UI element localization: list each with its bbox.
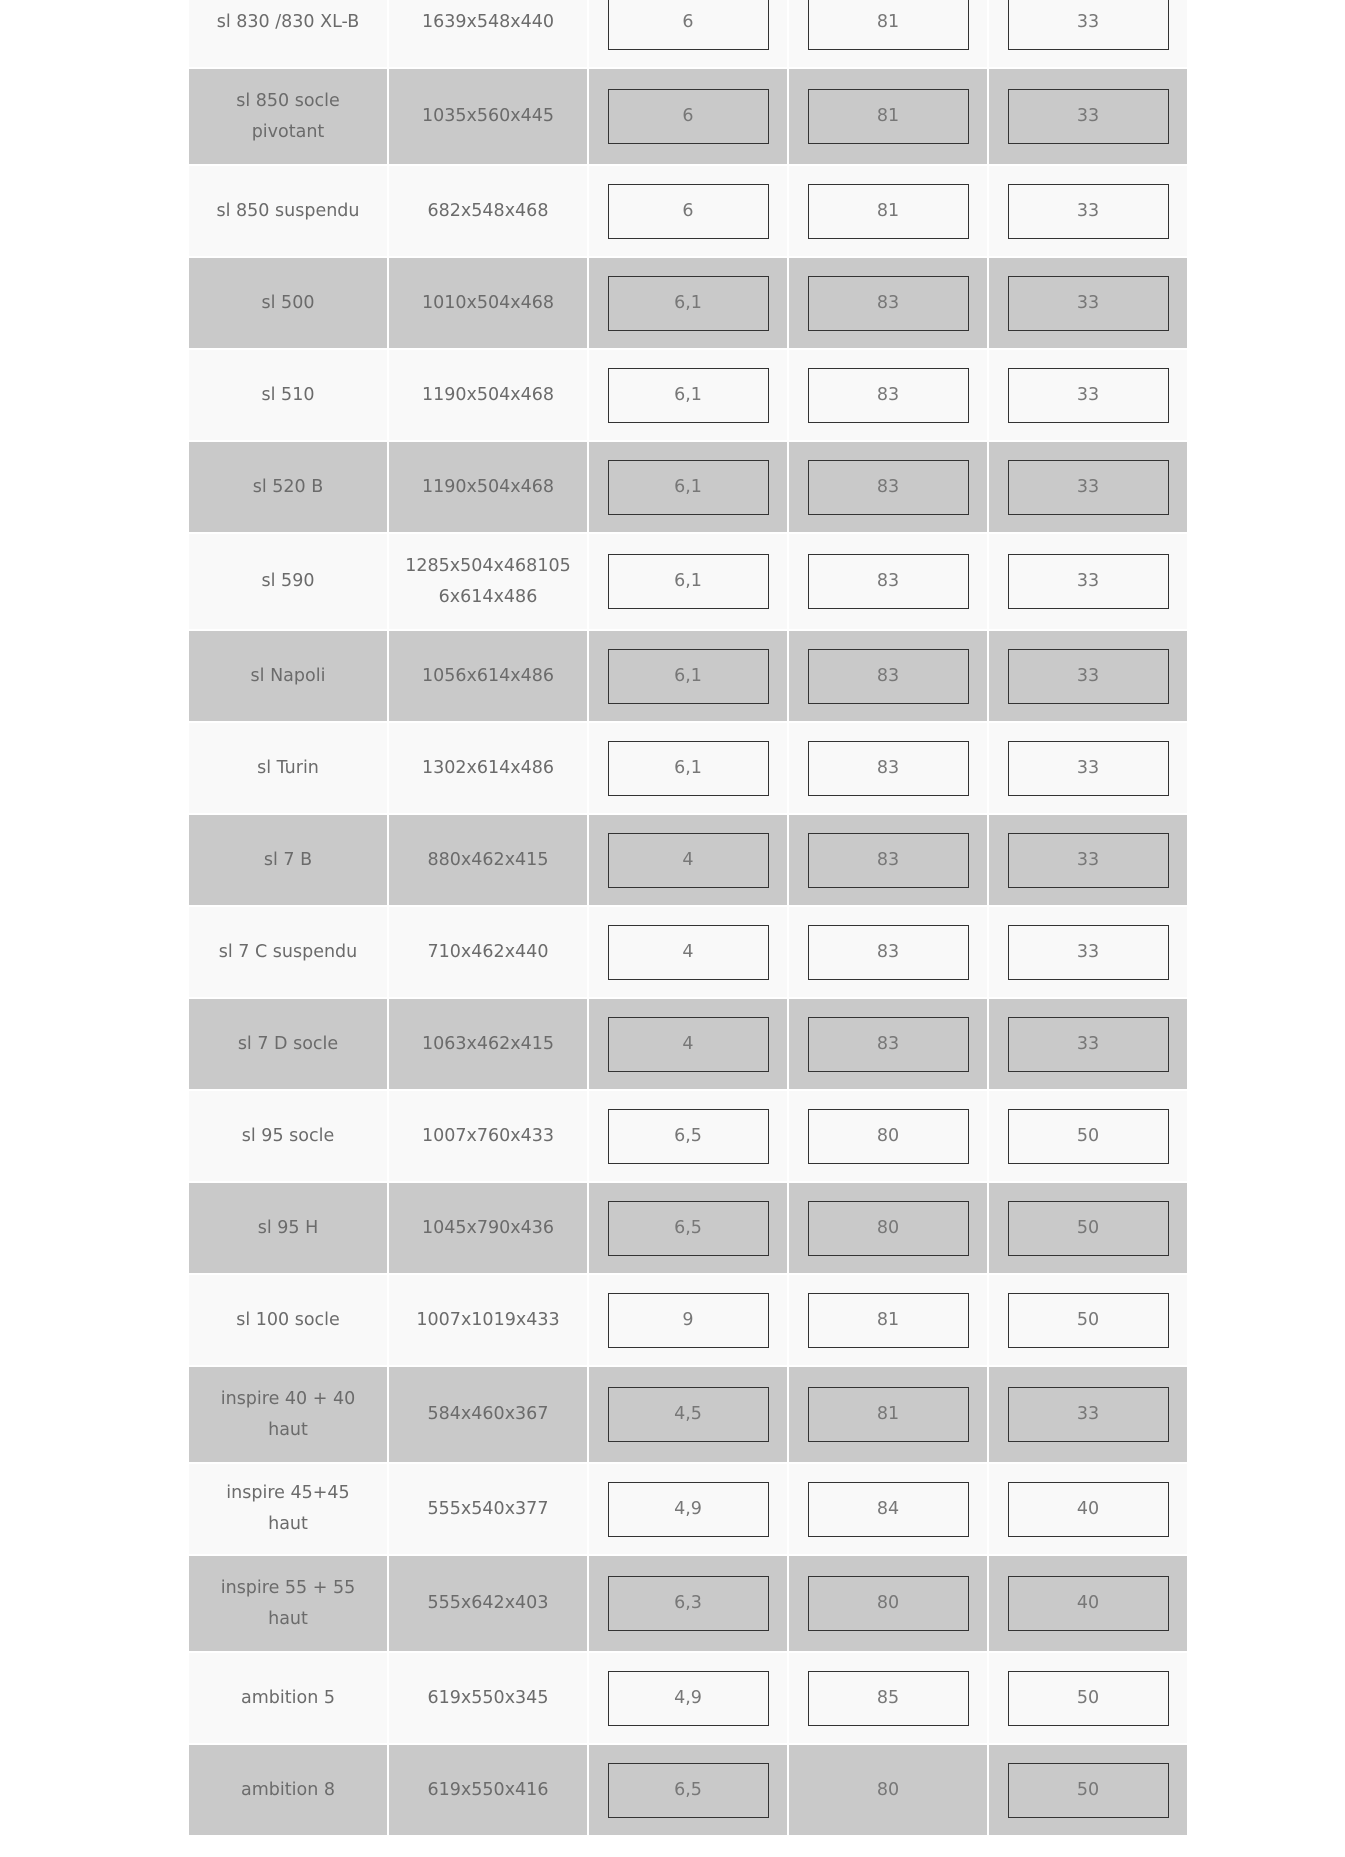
table-row bbox=[189, 0, 1187, 67]
model-name: sl 590 bbox=[261, 571, 315, 591]
cell-value-3 bbox=[989, 1556, 1187, 1651]
dimensions: 555x540x377 bbox=[427, 1498, 549, 1519]
dimensions: 1285x504x468105 6x614x486 bbox=[405, 555, 571, 607]
value-3-field[interactable]: 33 bbox=[1008, 184, 1169, 239]
table-row bbox=[189, 1183, 1187, 1273]
dimensions: 1007x760x433 bbox=[421, 1125, 555, 1146]
cell-dimensions bbox=[389, 1091, 587, 1181]
product-spec-table bbox=[187, 0, 1189, 1837]
dimensions: 619x550x345 bbox=[427, 1687, 549, 1708]
cell-value-1 bbox=[589, 0, 787, 67]
cell-dimensions bbox=[389, 1275, 587, 1365]
dimensions: 555x642x403 bbox=[427, 1593, 549, 1613]
value-2-field[interactable]: 80 bbox=[808, 1576, 969, 1631]
cell-value-1 bbox=[589, 1367, 787, 1462]
cell-value-3 bbox=[989, 723, 1187, 813]
value-2-field[interactable]: 83 bbox=[808, 741, 969, 796]
value-3-field[interactable]: 33 bbox=[1008, 1017, 1169, 1072]
cell-value-1 bbox=[589, 1556, 787, 1651]
cell-model-name bbox=[189, 1745, 387, 1835]
dimensions: 1063x462x415 bbox=[421, 1033, 555, 1054]
value-3-field[interactable]: 33 bbox=[1008, 1387, 1169, 1442]
cell-value-3 bbox=[989, 999, 1187, 1089]
cell-value-1 bbox=[589, 442, 787, 532]
model-name: sl Turin bbox=[257, 757, 319, 778]
table-row bbox=[189, 442, 1187, 532]
cell-dimensions bbox=[389, 1653, 587, 1743]
cell-value-2 bbox=[789, 907, 987, 997]
value-2-field[interactable]: 81 bbox=[808, 1293, 969, 1348]
cell-dimensions bbox=[389, 350, 587, 440]
cell-value-1 bbox=[589, 166, 787, 256]
dimensions: 1007x1019x433 bbox=[416, 1309, 560, 1330]
dimensions: 619x550x416 bbox=[427, 1779, 549, 1800]
value-2-field[interactable]: 83 bbox=[808, 276, 969, 331]
table-row bbox=[189, 166, 1187, 256]
dimensions: 1190x504x468 bbox=[421, 476, 555, 497]
value-1-field[interactable]: 6,1 bbox=[608, 460, 769, 515]
cell-value-3 bbox=[989, 1367, 1187, 1462]
cell-dimensions bbox=[389, 534, 587, 629]
value-1-field[interactable]: 4 bbox=[608, 833, 769, 888]
model-name: sl 520 B bbox=[252, 476, 324, 497]
table-row bbox=[189, 1745, 1187, 1835]
model-name: sl 500 bbox=[261, 292, 315, 313]
cell-value-2 bbox=[789, 1367, 987, 1462]
value-1-field[interactable]: 6 bbox=[608, 89, 769, 144]
cell-value-2 bbox=[789, 723, 987, 813]
cell-value-2 bbox=[789, 442, 987, 532]
cell-value-3 bbox=[989, 69, 1187, 164]
cell-dimensions bbox=[389, 1556, 587, 1651]
value-2-field[interactable]: 80 bbox=[808, 1109, 969, 1164]
model-name: sl Napoli bbox=[250, 665, 326, 686]
cell-value-3 bbox=[989, 1464, 1187, 1554]
cell-value-1 bbox=[589, 999, 787, 1089]
cell-value-3 bbox=[989, 258, 1187, 348]
cell-dimensions bbox=[389, 1745, 587, 1835]
value-1-field[interactable]: 6,3 bbox=[608, 1576, 769, 1631]
cell-value-1 bbox=[589, 1653, 787, 1743]
table-row bbox=[189, 907, 1187, 997]
cell-dimensions bbox=[389, 631, 587, 721]
cell-value-1 bbox=[589, 1275, 787, 1365]
model-name: sl 830 /830 XL-B bbox=[216, 11, 360, 32]
value-1-field[interactable]: 6,5 bbox=[608, 1201, 769, 1256]
cell-value-2 bbox=[789, 166, 987, 256]
cell-model-name bbox=[189, 0, 387, 67]
cell-value-2 bbox=[789, 1275, 987, 1365]
cell-dimensions bbox=[389, 907, 587, 997]
dimensions: 584x460x367 bbox=[427, 1404, 549, 1424]
cell-model-name bbox=[189, 442, 387, 532]
value-3-field[interactable]: 50 bbox=[1008, 1671, 1169, 1726]
value-3-field[interactable]: 33 bbox=[1008, 368, 1169, 423]
table-row bbox=[189, 69, 1187, 164]
cell-model-name bbox=[189, 69, 387, 164]
table-row bbox=[189, 1275, 1187, 1365]
value-2-field[interactable]: 83 bbox=[808, 833, 969, 888]
cell-value-2 bbox=[789, 815, 987, 905]
cell-model-name bbox=[189, 907, 387, 997]
model-name: sl 510 bbox=[261, 384, 315, 405]
dimensions: 682x548x468 bbox=[427, 200, 549, 221]
value-1-field[interactable]: 6,1 bbox=[608, 741, 769, 796]
cell-value-2 bbox=[789, 0, 987, 67]
table-body bbox=[189, 0, 1187, 1835]
model-name: inspire 40 + 40 haut bbox=[220, 1388, 356, 1440]
value-1-field[interactable]: 6,1 bbox=[608, 276, 769, 331]
cell-dimensions bbox=[389, 1367, 587, 1462]
value-1-field[interactable]: 6,5 bbox=[608, 1109, 769, 1164]
dimensions: 1035x560x445 bbox=[421, 106, 555, 126]
value-1-field[interactable]: 9 bbox=[608, 1293, 769, 1348]
cell-value-3 bbox=[989, 350, 1187, 440]
cell-value-3 bbox=[989, 815, 1187, 905]
table-row bbox=[189, 258, 1187, 348]
value-2-field[interactable]: 83 bbox=[808, 460, 969, 515]
value-2-field[interactable]: 83 bbox=[808, 925, 969, 980]
value-2-field[interactable]: 81 bbox=[808, 184, 969, 239]
cell-value-3 bbox=[989, 1745, 1187, 1835]
value-3-field[interactable]: 33 bbox=[1008, 460, 1169, 515]
dimensions: 1190x504x468 bbox=[421, 384, 555, 405]
value-3-field[interactable]: 50 bbox=[1008, 1763, 1169, 1818]
value-2-field[interactable]: 81 bbox=[808, 0, 969, 50]
table-row bbox=[189, 999, 1187, 1089]
cell-model-name bbox=[189, 815, 387, 905]
value-2-field[interactable]: 85 bbox=[808, 1671, 969, 1726]
value-2-text: 80 bbox=[876, 1779, 900, 1800]
cell-value-3 bbox=[989, 1275, 1187, 1365]
cell-model-name bbox=[189, 534, 387, 629]
table-row bbox=[189, 534, 1187, 629]
model-name: sl 7 B bbox=[263, 849, 313, 870]
value-3-field[interactable]: 33 bbox=[1008, 276, 1169, 331]
cell-model-name bbox=[189, 1091, 387, 1181]
cell-value-1 bbox=[589, 1183, 787, 1273]
value-2-field[interactable]: 83 bbox=[808, 368, 969, 423]
cell-dimensions bbox=[389, 815, 587, 905]
cell-dimensions bbox=[389, 723, 587, 813]
model-name: ambition 8 bbox=[241, 1779, 335, 1800]
cell-model-name bbox=[189, 1183, 387, 1273]
value-3-field[interactable]: 50 bbox=[1008, 1201, 1169, 1256]
dimensions: 1302x614x486 bbox=[421, 757, 555, 778]
table-row bbox=[189, 350, 1187, 440]
value-1-field[interactable]: 4 bbox=[608, 1017, 769, 1072]
table-row bbox=[189, 723, 1187, 813]
dimensions: 710x462x440 bbox=[427, 941, 549, 962]
cell-value-3 bbox=[989, 1653, 1187, 1743]
cell-value-3 bbox=[989, 166, 1187, 256]
cell-value-2 bbox=[789, 69, 987, 164]
dimensions: 1639x548x440 bbox=[421, 11, 555, 32]
value-3-field[interactable]: 33 bbox=[1008, 741, 1169, 796]
cell-model-name bbox=[189, 1367, 387, 1462]
model-name: sl 850 suspendu bbox=[216, 200, 360, 221]
dimensions: 880x462x415 bbox=[427, 849, 549, 870]
model-name: sl 100 socle bbox=[236, 1309, 340, 1330]
cell-dimensions bbox=[389, 0, 587, 67]
cell-dimensions bbox=[389, 442, 587, 532]
model-name: inspire 55 + 55 haut bbox=[220, 1577, 356, 1629]
cell-value-2 bbox=[789, 1183, 987, 1273]
model-name: sl 95 H bbox=[257, 1217, 319, 1238]
cell-value-1 bbox=[589, 1464, 787, 1554]
table-row bbox=[189, 631, 1187, 721]
dimensions: 1010x504x468 bbox=[421, 292, 555, 313]
model-name: sl 7 D socle bbox=[237, 1033, 339, 1054]
value-3-field[interactable]: 50 bbox=[1008, 1293, 1169, 1348]
cell-value-3 bbox=[989, 1091, 1187, 1181]
value-1-field[interactable]: 4,9 bbox=[608, 1671, 769, 1726]
value-3-field[interactable]: 50 bbox=[1008, 1109, 1169, 1164]
cell-value-2 bbox=[789, 1464, 987, 1554]
model-name: sl 850 socle pivotant bbox=[236, 90, 340, 142]
cell-value-1 bbox=[589, 350, 787, 440]
value-1-field[interactable]: 6 bbox=[608, 0, 769, 50]
cell-model-name bbox=[189, 1464, 387, 1554]
cell-value-1 bbox=[589, 815, 787, 905]
value-3-field[interactable]: 33 bbox=[1008, 649, 1169, 704]
cell-value-2 bbox=[789, 258, 987, 348]
cell-value-1 bbox=[589, 907, 787, 997]
value-3-field[interactable]: 33 bbox=[1008, 833, 1169, 888]
value-3-field[interactable]: 33 bbox=[1008, 89, 1169, 144]
cell-value-1 bbox=[589, 631, 787, 721]
cell-value-1 bbox=[589, 1091, 787, 1181]
value-3-field[interactable]: 33 bbox=[1008, 554, 1169, 609]
value-2-field[interactable]: 81 bbox=[808, 89, 969, 144]
value-1-field[interactable]: 6,1 bbox=[608, 649, 769, 704]
cell-value-2 bbox=[789, 999, 987, 1089]
cell-dimensions bbox=[389, 1183, 587, 1273]
value-2-field[interactable]: 84 bbox=[808, 1482, 969, 1537]
cell-model-name bbox=[189, 723, 387, 813]
cell-dimensions bbox=[389, 999, 587, 1089]
table-row bbox=[189, 1091, 1187, 1181]
cell-model-name bbox=[189, 1556, 387, 1651]
cell-value-2 bbox=[789, 350, 987, 440]
cell-model-name bbox=[189, 258, 387, 348]
model-name: sl 95 socle bbox=[241, 1125, 335, 1146]
cell-model-name bbox=[189, 1275, 387, 1365]
table-row bbox=[189, 1653, 1187, 1743]
value-3-field[interactable]: 40 bbox=[1008, 1576, 1169, 1631]
value-1-field[interactable]: 4,9 bbox=[608, 1482, 769, 1537]
value-2-field[interactable]: 80 bbox=[808, 1201, 969, 1256]
table-row bbox=[189, 815, 1187, 905]
cell-dimensions bbox=[389, 258, 587, 348]
value-1-field[interactable]: 4 bbox=[608, 925, 769, 980]
cell-value-3 bbox=[989, 1183, 1187, 1273]
cell-model-name bbox=[189, 631, 387, 721]
value-2-field[interactable]: 81 bbox=[808, 1387, 969, 1442]
value-1-field[interactable]: 4,5 bbox=[608, 1387, 769, 1442]
value-2-field[interactable]: 83 bbox=[808, 554, 969, 609]
value-2-field[interactable]: 83 bbox=[808, 649, 969, 704]
table-row bbox=[189, 1464, 1187, 1554]
product-spec-table-container bbox=[187, 0, 1179, 1837]
cell-model-name bbox=[189, 999, 387, 1089]
cell-value-3 bbox=[989, 442, 1187, 532]
dimensions: 1045x790x436 bbox=[421, 1217, 555, 1238]
cell-value-2 bbox=[789, 1653, 987, 1743]
model-name: ambition 5 bbox=[241, 1687, 335, 1708]
value-3-field[interactable]: 40 bbox=[1008, 1482, 1169, 1537]
cell-dimensions bbox=[389, 166, 587, 256]
cell-value-3 bbox=[989, 631, 1187, 721]
cell-dimensions bbox=[389, 1464, 587, 1554]
cell-value-1 bbox=[589, 723, 787, 813]
cell-model-name bbox=[189, 166, 387, 256]
value-1-field[interactable]: 6,5 bbox=[608, 1763, 769, 1818]
cell-dimensions bbox=[389, 69, 587, 164]
dimensions: 1056x614x486 bbox=[421, 665, 555, 686]
cell-value-3 bbox=[989, 907, 1187, 997]
cell-model-name bbox=[189, 1653, 387, 1743]
table-row bbox=[189, 1367, 1187, 1462]
value-1-field[interactable]: 6 bbox=[608, 184, 769, 239]
cell-value-1 bbox=[589, 69, 787, 164]
cell-value-2 bbox=[789, 1556, 987, 1651]
table-row bbox=[189, 1556, 1187, 1651]
value-2-field[interactable]: 83 bbox=[808, 1017, 969, 1072]
cell-value-2 bbox=[789, 1745, 987, 1835]
cell-value-1 bbox=[589, 534, 787, 629]
cell-value-2 bbox=[789, 1091, 987, 1181]
value-3-field[interactable]: 33 bbox=[1008, 0, 1169, 50]
cell-model-name bbox=[189, 350, 387, 440]
value-1-field[interactable]: 6,1 bbox=[608, 554, 769, 609]
model-name: inspire 45+45 haut bbox=[226, 1483, 350, 1534]
value-1-field[interactable]: 6,1 bbox=[608, 368, 769, 423]
cell-value-1 bbox=[589, 1745, 787, 1835]
model-name: sl 7 C suspendu bbox=[218, 941, 358, 962]
cell-value-2 bbox=[789, 631, 987, 721]
value-3-field[interactable]: 33 bbox=[1008, 925, 1169, 980]
cell-value-3 bbox=[989, 0, 1187, 67]
cell-value-1 bbox=[589, 258, 787, 348]
cell-value-3 bbox=[989, 534, 1187, 629]
cell-value-2 bbox=[789, 534, 987, 629]
